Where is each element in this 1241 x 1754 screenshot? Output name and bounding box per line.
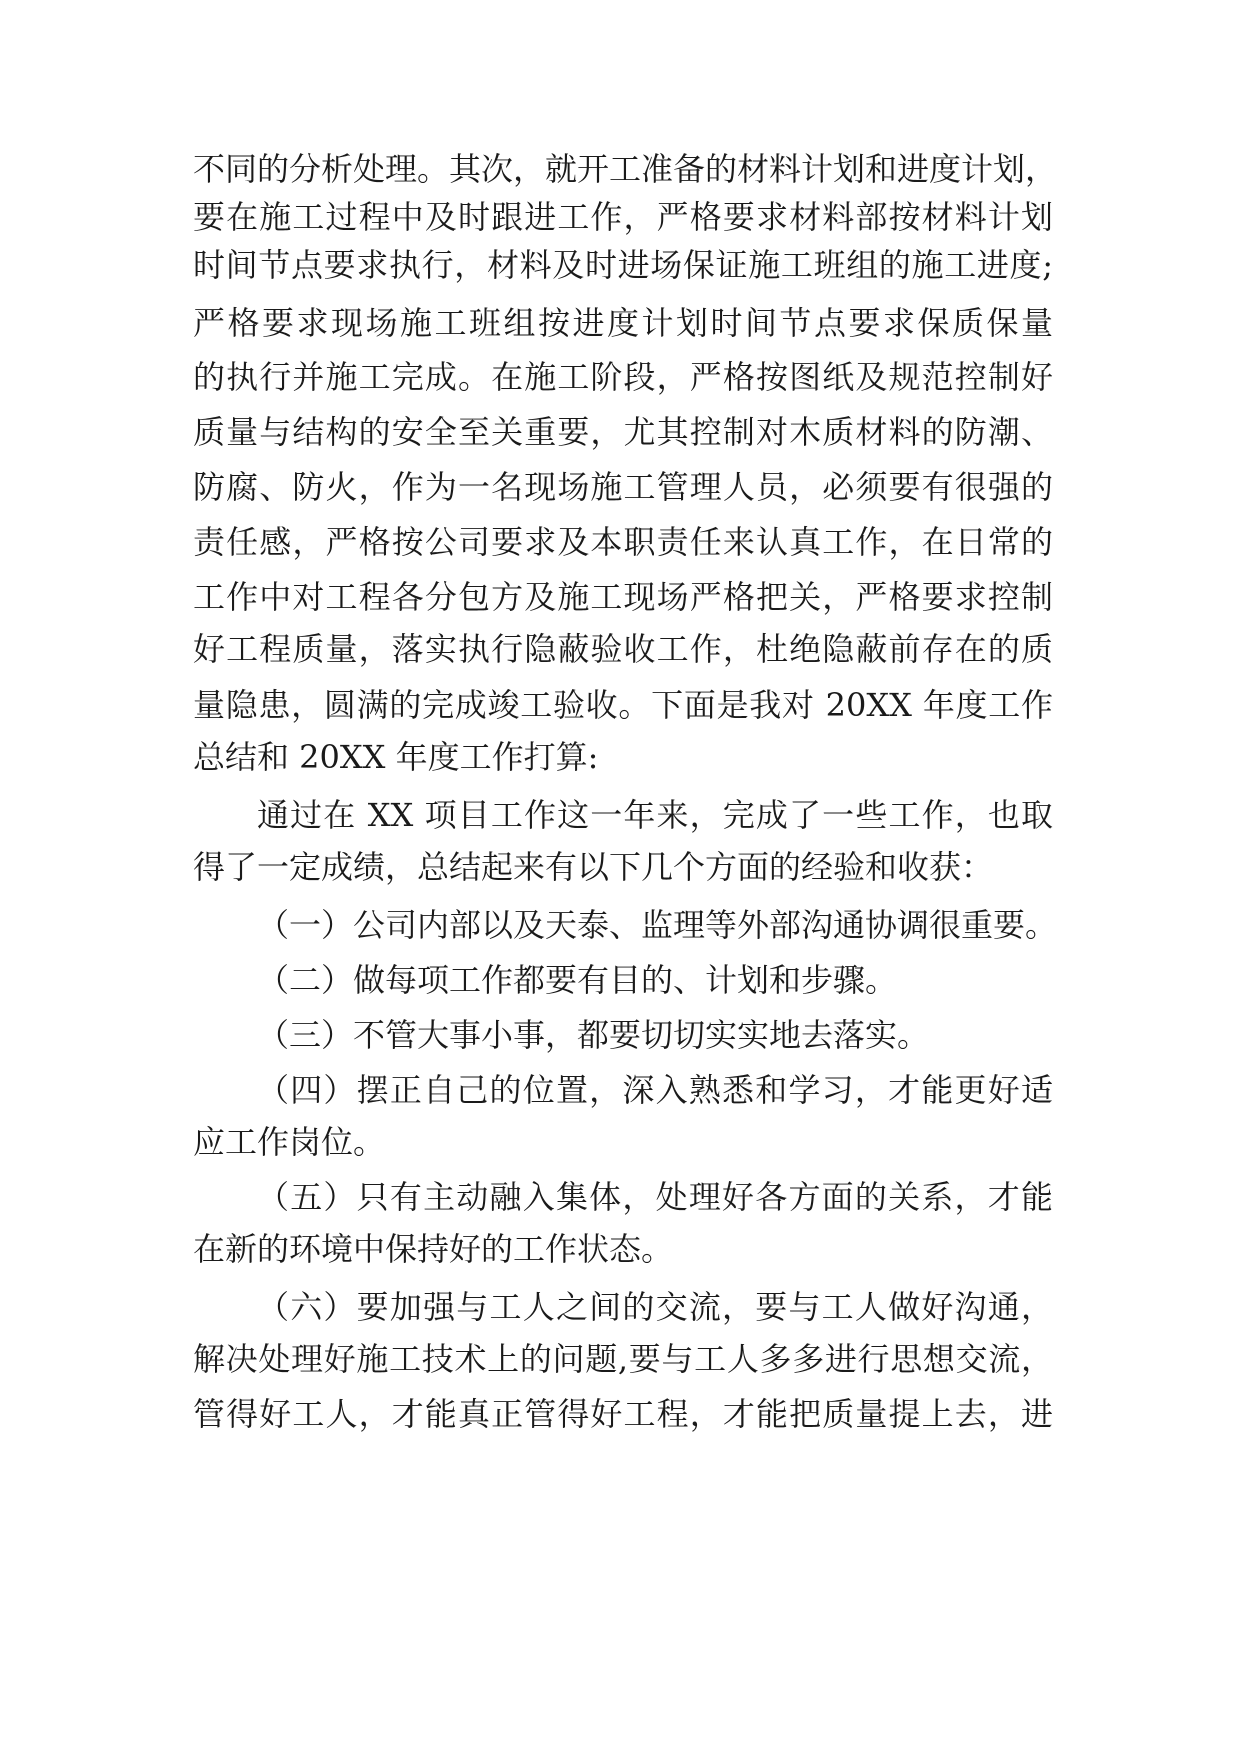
list-item-2: （二）做每项工作都要有目的、计划和步骤。 <box>257 961 898 999</box>
text-line: 得了一定成绩，总结起来有以下几个方面的经验和收获： <box>193 848 994 886</box>
text-line: 时间节点要求执行，材料及时进场保证施工班组的施工进度; <box>193 246 1053 284</box>
list-item-1: （一）公司内部以及天泰、监理等外部沟通协调很重要。 <box>257 906 1058 944</box>
text-line: 管得好工人，才能真正管得好工程，才能把质量提上去，进 <box>193 1395 1053 1433</box>
list-item-6: （六）要加强与工人之间的交流，要与工人做好沟通， <box>257 1288 1053 1326</box>
text-line: 防腐、防火，作为一名现场施工管理人员，必须要有很强的 <box>193 468 1053 506</box>
list-item-4: （四）摆正自己的位置，深入熟悉和学习，才能更好适 <box>257 1071 1053 1109</box>
text-line: 应工作岗位。 <box>193 1123 386 1161</box>
paragraph-first-line: 通过在 XX 项目工作这一年来，完成了一些工作，也取 <box>257 796 1053 834</box>
text-line: 在新的环境中保持好的工作状态。 <box>193 1230 674 1268</box>
text-line: 量隐患，圆满的完成竣工验收。下面是我对 20XX 年度工作 <box>193 686 1053 724</box>
list-item-3: （三）不管大事小事，都要切切实实地去落实。 <box>257 1016 930 1054</box>
text-line: 好工程质量，落实执行隐蔽验收工作，杜绝隐蔽前存在的质 <box>193 630 1053 668</box>
text-line: 质量与结构的安全至关重要，尤其控制对木质材料的防潮、 <box>193 413 1053 451</box>
list-item-5: （五）只有主动融入集体，处理好各方面的关系，才能 <box>257 1178 1053 1216</box>
text-line: 解决处理好施工技术上的问题,要与工人多多进行思想交流， <box>193 1340 1053 1378</box>
text-line: 责任感，严格按公司要求及本职责任来认真工作，在日常的 <box>193 523 1053 561</box>
text-line: 要在施工过程中及时跟进工作，严格要求材料部按材料计划 <box>193 198 1053 236</box>
text-line: 总结和 20XX 年度工作打算: <box>193 738 599 776</box>
text-line: 的执行并施工完成。在施工阶段，严格按图纸及规范控制好 <box>193 358 1053 396</box>
text-line: 严格要求现场施工班组按进度计划时间节点要求保质保量 <box>193 304 1053 342</box>
text-line: 工作中对工程各分包方及施工现场严格把关，严格要求控制 <box>193 578 1053 616</box>
text-line: 不同的分析处理。其次，就开工准备的材料计划和进度计划， <box>193 150 1058 188</box>
